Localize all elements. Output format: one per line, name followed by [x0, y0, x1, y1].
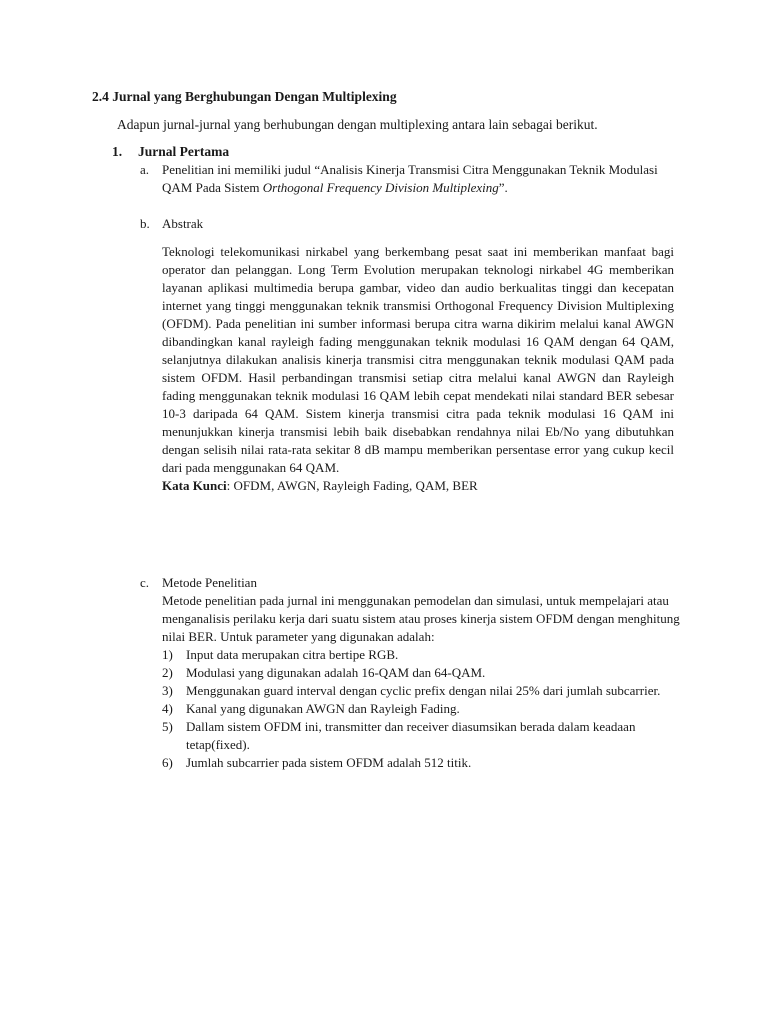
list-item-text: Kanal yang digunakan AWGN dan Rayleigh Fading. [186, 701, 460, 716]
item-c-letter: c. [140, 575, 150, 590]
list-item-text: Input data merupakan citra bertipe RGB. [186, 647, 399, 662]
journal-title-text: Jurnal Pertama [138, 144, 230, 159]
item-c [140, 574, 680, 592]
parameter-list [162, 646, 682, 772]
list-item [162, 646, 682, 664]
method-description: Metode penelitian pada jurnal ini menggunakan pemodelan dan simulasi, untuk mempelajari atau menganalisis perilaku kerja dari suatu sistem atau proses kinerja sistem OFDM dengan menghitung nilai BER. Untuk parameter yang digunakan adalah: [162, 593, 680, 644]
journal-title [112, 143, 229, 161]
section-heading: 2.4 Jurnal yang Berghubungan Dengan Multiplexing [92, 89, 397, 104]
item-a-text-after: ”. [498, 180, 508, 195]
item-a-letter: a. [140, 162, 150, 177]
item-a-text [162, 161, 680, 197]
keywords-line [162, 477, 674, 495]
item-a-italic-title: Orthogonal Frequency Division Multiplexing [262, 180, 499, 195]
list-item [162, 682, 682, 700]
list-item [162, 664, 682, 682]
keywords-value: : OFDM, AWGN, Rayleigh Fading, QAM, BER [226, 478, 478, 493]
item-b-letter: b. [140, 216, 150, 231]
list-item-number: 2) [162, 665, 173, 680]
journal-number: 1. [112, 144, 123, 159]
item-b [140, 215, 680, 233]
list-item-text: Menggunakan guard interval dengan cyclic prefix dengan nilai 25% dari jumlah subcarrier. [186, 683, 661, 698]
list-item-text: Jumlah subcarrier pada sistem OFDM adalah 512 titik. [186, 755, 472, 770]
list-item [162, 700, 682, 718]
intro-paragraph: Adapun jurnal-jurnal yang berhubungan dengan multiplexing antara lain sebagai berikut. [117, 117, 598, 132]
item-a-text-before: Penelitian ini memiliki judul “Analisis Kinerja Transmisi Citra Menggunakan Teknik Modulasi QAM Pada Sistem [162, 162, 658, 195]
list-item-number: 4) [162, 701, 173, 716]
item-a [140, 161, 680, 197]
method-block [162, 592, 682, 772]
abstract-block [162, 243, 674, 495]
list-item-number: 5) [162, 719, 173, 734]
list-item-number: 3) [162, 683, 173, 698]
keywords-label: Kata Kunci [162, 478, 227, 493]
list-item-number: 1) [162, 647, 173, 662]
list-item-number: 6) [162, 755, 173, 770]
item-b-label: Abstrak [162, 216, 204, 231]
list-item [162, 718, 682, 754]
abstract-text: Teknologi telekomunikasi nirkabel yang berkembang pesat saat ini memberikan manfaat bagi operator dan pelanggan. Long Term Evolution merupakan teknologi nirkabel 4G memberikan layanan aplikasi multimedia berupa gambar, video dan audio berkualitas tinggi dan kecepatan internet yang tinggi menggunakan teknik transmisi Orthogonal Frequency Division Multiplexing (OFDM). Pada penelitian ini sumber informasi berupa citra warna dikirim melalui kanal AWGN dibandingkan kanal rayleigh fading menggunakan teknik modulasi 16 QAM dengan 64 QAM, selanjutnya dilakukan analisis kinerja transmisi citra menggunakan teknik modulasi QAM pada sistem OFDM. Hasil perbandingan transmisi setiap citra melalui kanal AWGN dan Rayleigh fading menggunakan teknik modulasi 16 QAM lebih cepat mendekati nilai standard BER sebesar 10-3 daripada 64 QAM. Sistem kinerja transmisi citra pada teknik modulasi 16 QAM ini menunjukkan kinerja transmisi lebih baik disebabkan rendahnya nilai Eb/No yang dibutuhkan dengan selisih nilai rata-rata sekitar 8 dB mampu memberikan persentase error yang cukup kecil dari pada menggunakan 64 QAM. [162, 244, 674, 475]
list-item-text: Dallam sistem OFDM ini, transmitter dan receiver diasumsikan berada dalam keadaan tetap(fixed). [186, 719, 636, 752]
item-c-label: Metode Penelitian [162, 575, 257, 590]
list-item-text: Modulasi yang digunakan adalah 16-QAM dan 64-QAM. [186, 665, 486, 680]
list-item [162, 754, 682, 772]
